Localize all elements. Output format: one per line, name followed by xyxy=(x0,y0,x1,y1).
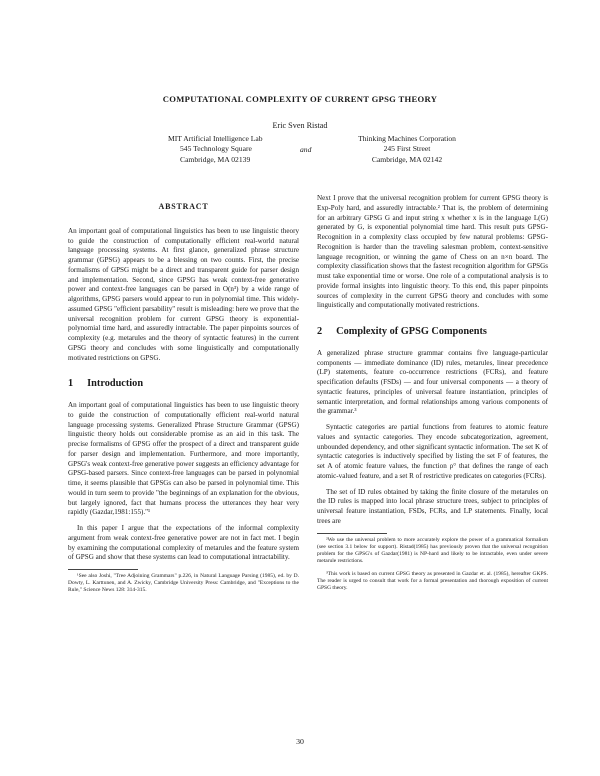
body-paragraph: A generalized phrase structure grammar contains five language-particular components — immediate dominance (ID) rules, metarules, linear precedence (LP) statements, feature co-occurrence restrictions (FCRs), and feature specification defaults (FSDs) — and four universal components — a theory of syntactic features, principles of universal feature instantiation, principles of semantic interpretation, and formal relationships among various components of the grammar.³ xyxy=(317,348,548,416)
section-heading-introduction xyxy=(68,379,299,389)
affiliation-and: and xyxy=(300,145,312,154)
section-heading-complexity xyxy=(317,327,548,337)
section-number: 1 xyxy=(68,378,74,390)
intro-paragraph: An important goal of computational linguistics has been to use linguistic theory to guide the construction of computationally efficient real-world natural language processing systems. Generalized Phrase Structure Grammar (GPSG) linguistic theory holds out considerable promise as an aid in this task. The precise formalisms of GPSG offer the prospect of a direct and transparent guide for parser design and implementation. Furthermore, and more importantly, GPSG's weak context-free generative power suggests an efficiency advantage for GPSG-based parsers. Since context-free languages can be parsed in polynomial time, it seems plausible that GPSGs can also be parsed in polynomial time. This would in turn seem to provide "the beginnings of an explanation for the obvious, but largely ignored, fact that humans process the utterances they hear very rapidly (Gazdar,1981:155)."¹ xyxy=(68,401,299,517)
footnote-rule xyxy=(317,533,387,534)
intro-paragraph: In this paper I argue that the expectations of the informal complexity argument from weak context-free generative power are not in fact met. I begin by examining the computational complexity of metarules and the feature system of GPSG and show that these systems can lead to computational intractability. xyxy=(68,524,299,562)
affiliation-left-line: Cambridge, MA 02139 xyxy=(180,154,251,164)
body-paragraph: Syntactic categories are partial functions from features to atomic feature values and syntactic categories. They encode subcategorization, agreement, unbounded dependency, and other significant syntactic information. The set K of syntactic categories is inductively specified by listing the set F of features, the set A of atomic feature values, the function ρ° that defines the range of each atomic-valued feature, and a set R of restrictive predicates on categories (FCRs). xyxy=(317,423,548,480)
section-title: Complexity of GPSG Components xyxy=(336,326,487,337)
footnote: ³This work is based on current GPSG theory as presented in Gazdar et. al. (1985), hereafter GKPS. The reader is urged to consult that work for a formal presentation and thorough exposition of current GPSG theory. xyxy=(317,570,548,592)
body-paragraph: Next I prove that the universal recognition problem for current GPSG theory is Exp-Poly hard, and assuredly intractable.² That is, the problem of determining for an arbitrary GPSG G and input string x whether x is in the language L(G) generated by G, is exponential polynomial time hard. This result puts GPSG-Recognition in a complexity class occupied by few natural problems: GPSG-Recognition is harder than the traveling salesman problem, context-sensitive language recognition, or winning the game of Chess on an n×n board. The complexity classification shows that the fastest recognition algorithm for GPSGs must take exponential time or worse. One role of a computational analysis is to provide formal insights into linguistic theory. To this end, this paper pinpoints sources of complexity in the current GPSG theory and concludes with some linguistically and computationally motivated restrictions. xyxy=(317,194,548,310)
paper-title: COMPUTATIONAL COMPLEXITY OF CURRENT GPSG THEORY xyxy=(162,94,438,104)
abstract-text: An important goal of computational linguistics has been to use linguistic theory to guide the construction of computationally efficient real-world natural language processing systems. At first glance, generalized phrase structure grammar (GPSG) appears to be a blessing on two counts. First, the precise formalisms of GPSG might be a direct and transparent guide for parser design and implementation. Second, since GPSG has weak context-free generative power and context-free languages can be parsed in O(n³) by a wide range of algorithms, GPSG parsers would appear to run in polynomial time. This widely-assumed GPSG "efficient parsability" result is misleading: here we prove that the universal recognition problem for current GPSG theory is exponential-polynomial time hard, and assuredly intractable. The paper pinpoints sources of complexity (e.g. metarules and the theory of syntactic features) in the current GPSG theory and concludes with some linguistically and computationally motivated restrictions on GPSG. xyxy=(68,226,299,362)
footnote: ²We use the universal problem to more accurately explore the power of a grammatical formalism (see section 3.1 below for support). Ristad(1985) has previously proven that the universal recognition problem for the GPSG's of Gazdar(1981) is NP-hard and likely to be intractable, even under severe metarule restrictions. xyxy=(317,536,548,564)
author-name: Eric Sven Ristad xyxy=(272,121,328,130)
page-number: 30 xyxy=(296,737,304,746)
section-title: Introduction xyxy=(87,378,144,390)
affiliation-right-line: Cambridge, MA 02142 xyxy=(371,154,443,164)
affiliation-right-line: Thinking Machines Corporation xyxy=(358,134,456,143)
affiliation-right xyxy=(318,134,496,165)
affiliation-right-line: 245 First Street xyxy=(383,144,431,154)
affiliation-left-line: 545 Technology Square xyxy=(180,144,252,154)
abstract-heading: ABSTRACT xyxy=(158,202,209,211)
footnote-rule xyxy=(68,569,138,570)
left-column xyxy=(68,198,299,600)
footnote: ¹See also Joshi, "Tree Adjoining Grammars" p.226, in Natural Language Parsing (1985), ed. by D. Dowty, L. Karttunen, and A. Zwicky, Cambridge University Press: Cambridge, and "Exceptions to the Rule," Science News 128: 314-315. xyxy=(68,573,299,594)
right-column xyxy=(317,194,548,598)
body-paragraph: The set of ID rules obtained by taking the finite closure of the metarules on the ID rules is mapped into local phrase structure trees, subject to principles of universal feature instantiation, FSDs, FCRs, and LP statements. Finally, local trees are xyxy=(317,487,548,525)
affiliation-left-line: MIT Artificial Intelligence Lab xyxy=(168,134,263,143)
section-number: 2 xyxy=(317,326,323,337)
